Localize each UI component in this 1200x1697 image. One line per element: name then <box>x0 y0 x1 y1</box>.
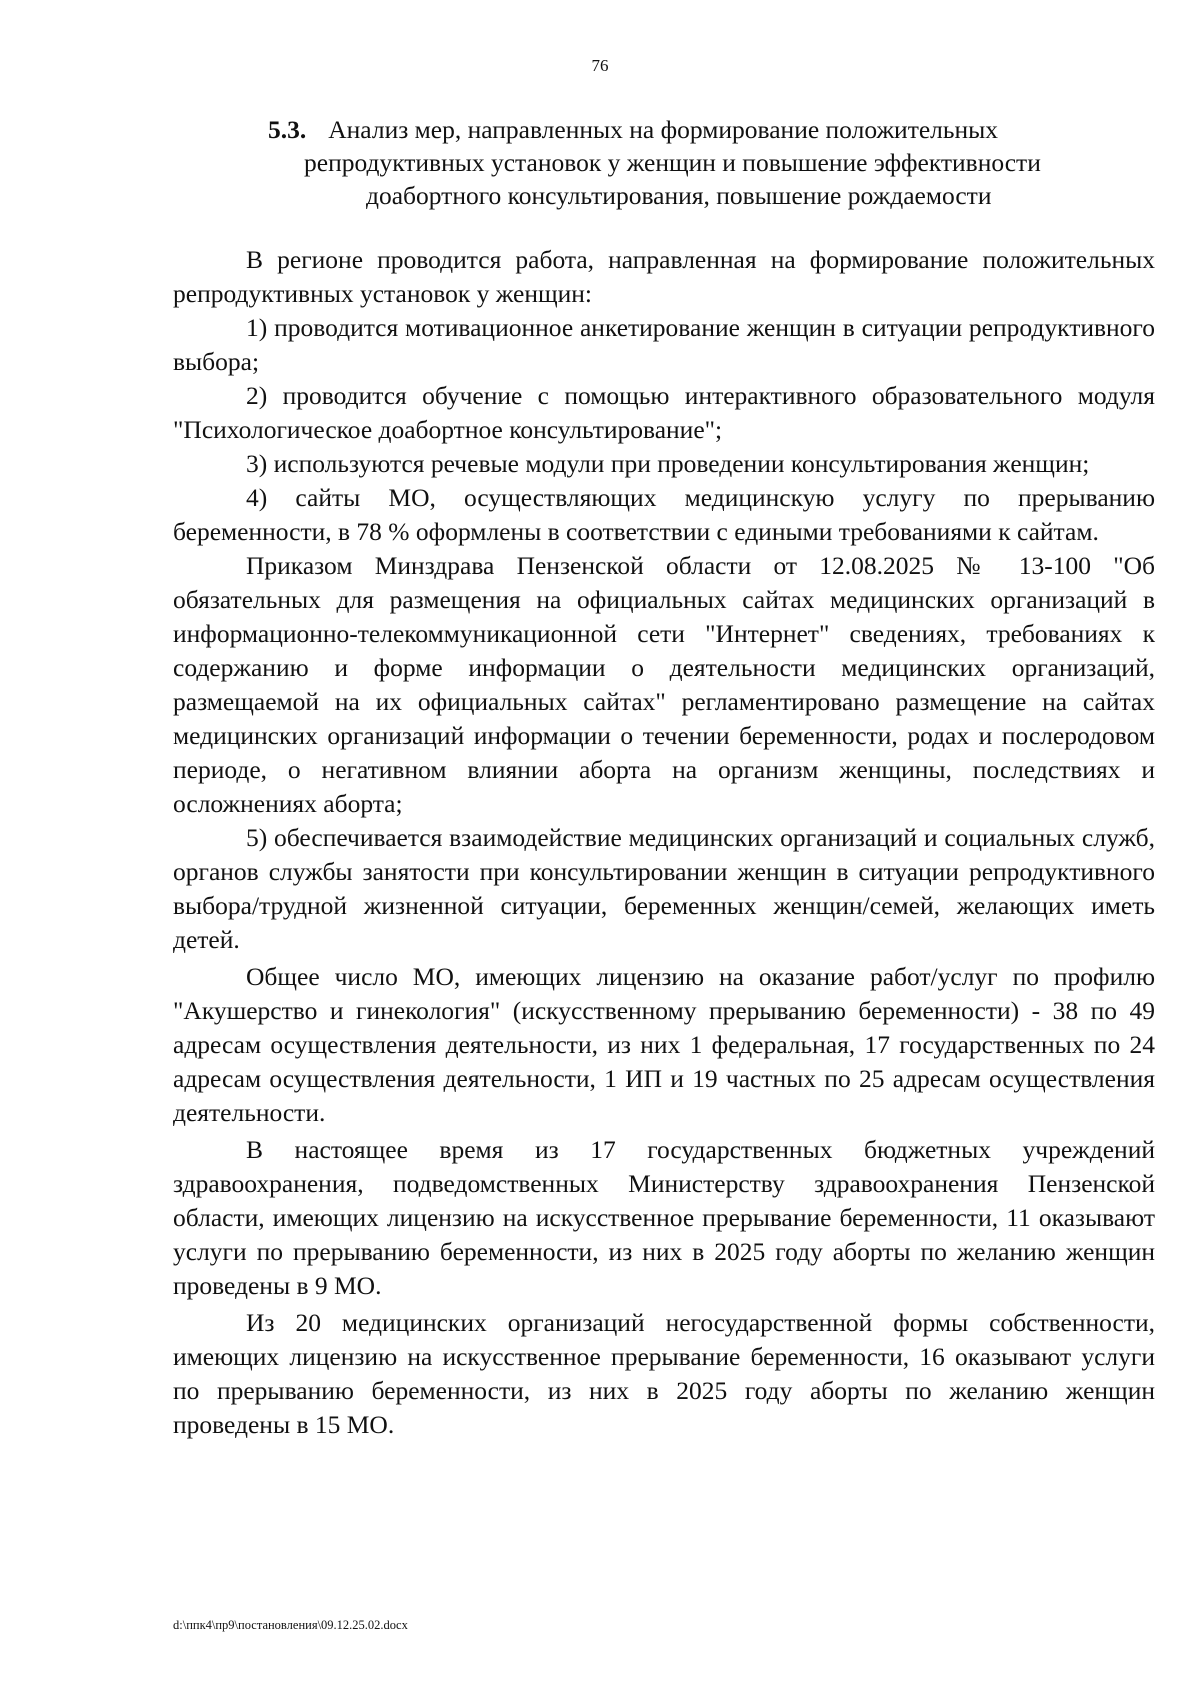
paragraph-intro: В регионе проводится работа, направленная на формирование положительных репродуктивных установок у женщин: <box>173 245 1155 308</box>
paragraph-item-3: 3) используются речевые модули при проведении консультирования женщин; <box>246 449 1090 478</box>
section-heading-line-3: доабортного консультирования, повышение рождаемости <box>366 181 992 210</box>
paragraph-order: Приказом Минздрава Пензенской области от 12.08.2025 № 13-100 "Об обязательных для размещения на официальных сайтах медицинских организаций в информационно-телекоммуникационной сети "Интернет" сведениях, требованиях к содержанию и форме информации о деятельности медицинских организаций, размещаемой на их официальных сайтах" регламентировано размещение на сайтах медицинских организаций информации о течении беременности, родах и послеродовом периоде, о негативном влиянии аборта на организм женщины, последствиях и осложнениях аборта; <box>173 551 1155 818</box>
section-heading-line-1 <box>268 113 1128 146</box>
section-number: 5.3. <box>268 115 307 144</box>
paragraph-item-1: 1) проводится мотивационное анкетирование женщин в ситуации репродуктивного выбора; <box>173 313 1155 376</box>
section-heading-text-1: Анализ мер, направленных на формирование положительных <box>328 115 999 144</box>
paragraph-item-5: 5) обеспечивается взаимодействие медицинских организаций и социальных служб, органов службы занятости при консультировании женщин в ситуации репродуктивного выбора/трудной жизненной ситуации, беременных женщин/семей, желающих иметь детей. <box>173 823 1155 954</box>
paragraph-item-2: 2) проводится обучение с помощью интерактивного образовательного модуля "Психологическое доабортное консультирование"; <box>173 381 1155 444</box>
section-heading <box>268 113 1128 212</box>
document-body <box>173 243 1155 1442</box>
paragraph-private-institutions: Из 20 медицинских организаций негосударственной формы собственности, имеющих лицензию на искусственное прерывание беременности, 16 оказывают услуги по прерыванию беременности, из них в 2025 году аборты по желанию женщин проведены в 15 МО. <box>173 1308 1155 1439</box>
paragraph-licenses: Общее число МО, имеющих лицензию на оказание работ/услуг по профилю "Акушерство и гинекология" (искусственному прерыванию беременности) - 38 по 49 адресам осуществления деятельности, из них 1 федеральная, 17 государственных по 24 адресам осуществления деятельности, 1 ИП и 19 частных по 25 адресам осуществления деятельности. <box>173 962 1155 1127</box>
page-number: 76 <box>591 56 609 75</box>
paragraph-item-4: 4) сайты МО, осуществляющих медицинскую услугу по прерыванию беременности, в 78 % оформлены в соответствии с едиными требованиями к сайтам. <box>173 483 1155 546</box>
section-heading-line-2: репродуктивных установок у женщин и повышение эффективности <box>304 148 1041 177</box>
paragraph-state-institutions: В настоящее время из 17 государственных бюджетных учреждений здравоохранения, подведомственных Министерству здравоохранения Пензенской области, имеющих лицензию на искусственное прерывание беременности, 11 оказывают услуги по прерыванию беременности, из них в 2025 году аборты по желанию женщин проведены в 9 МО. <box>173 1135 1155 1300</box>
footer-file-path: d:\ппк4\пр9\постановления\09.12.25.02.docx <box>173 1618 408 1632</box>
